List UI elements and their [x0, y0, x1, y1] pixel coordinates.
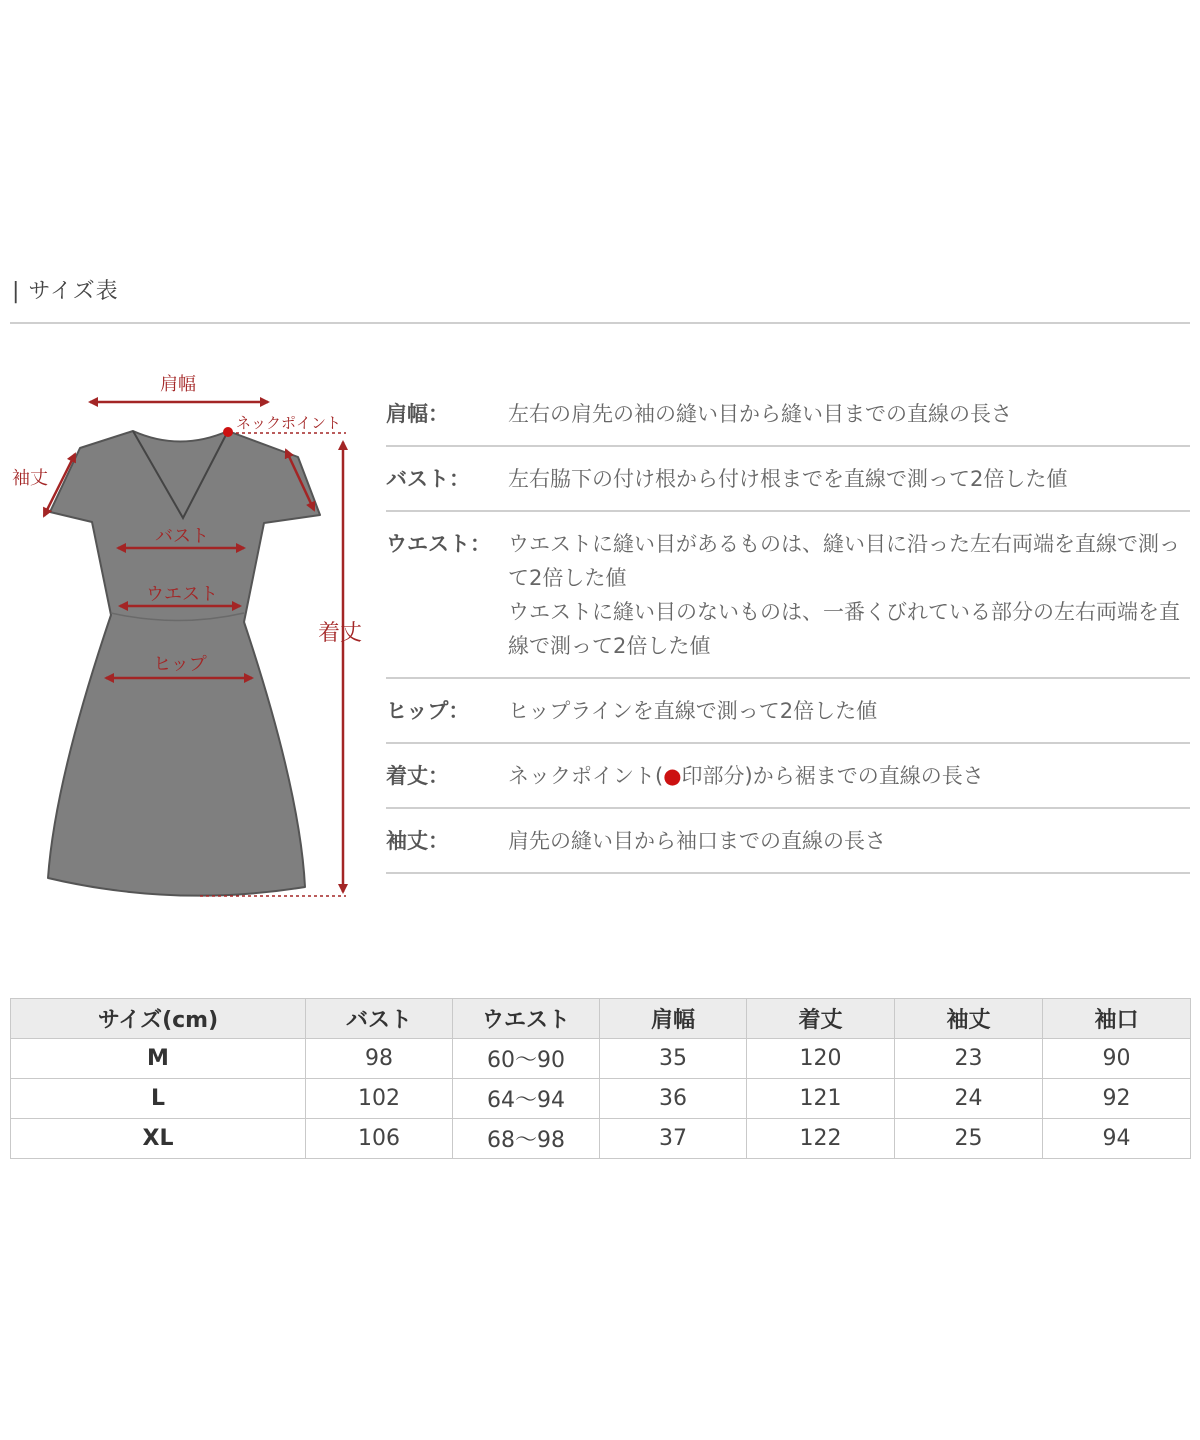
- section-title: | サイズ表: [12, 279, 119, 304]
- definition-hip: [386, 679, 1190, 744]
- column-header: 着丈: [747, 999, 895, 1039]
- table-row: [11, 1039, 1191, 1079]
- neck-point-label: ネックポイント: [236, 414, 342, 432]
- column-header: サイズ(cm): [11, 999, 306, 1039]
- table-cell: 92: [1043, 1079, 1191, 1119]
- definition-term: ウエスト：: [386, 532, 491, 556]
- definition-waist: [386, 512, 1190, 679]
- table-cell: 64〜94: [453, 1079, 600, 1119]
- table-cell: 121: [747, 1079, 895, 1119]
- definition-term: ヒップ：: [386, 699, 470, 723]
- table-cell: 37: [600, 1119, 747, 1159]
- table-cell: 94: [1043, 1119, 1191, 1159]
- table-cell: 60〜90: [453, 1039, 600, 1079]
- definition-desc: 左右の肩先の袖の縫い目から縫い目までの直線の長さ: [508, 402, 1012, 426]
- table-cell: 102: [306, 1079, 453, 1119]
- definition-bust: [386, 447, 1190, 512]
- neck-point-dot-icon: ●: [663, 764, 682, 788]
- section-divider: [10, 322, 1190, 324]
- table-cell: 36: [600, 1079, 747, 1119]
- table-cell: 122: [747, 1119, 895, 1159]
- column-header: ウエスト: [453, 999, 600, 1039]
- table-cell: 90: [1043, 1039, 1191, 1079]
- garment-diagram: [0, 360, 380, 920]
- size-table: [10, 998, 1191, 1159]
- definition-total-length: [386, 744, 1190, 809]
- size-name-cell: M: [11, 1039, 306, 1079]
- table-cell: 24: [895, 1079, 1043, 1119]
- definition-term: バスト：: [386, 467, 470, 491]
- definition-desc: [508, 759, 1190, 793]
- table-cell: 25: [895, 1119, 1043, 1159]
- definition-desc: 肩先の縫い目から袖口までの直線の長さ: [508, 829, 886, 853]
- sleeve-length-label: 袖丈: [12, 468, 48, 489]
- table-cell: 98: [306, 1039, 453, 1079]
- column-header: 肩幅: [600, 999, 747, 1039]
- dress-illustration: [0, 360, 380, 920]
- size-name-cell: L: [11, 1079, 306, 1119]
- table-cell: 68〜98: [453, 1119, 600, 1159]
- definition-shoulder: [386, 382, 1190, 447]
- waist-label: ウエスト: [146, 584, 218, 605]
- definition-desc: 左右脇下の付け根から付け根までを直線で測って2倍した値: [508, 467, 1068, 491]
- table-cell: 23: [895, 1039, 1043, 1079]
- column-header: 袖丈: [895, 999, 1043, 1039]
- definition-desc: ヒップラインを直線で測って2倍した値: [508, 699, 878, 723]
- column-header: バスト: [306, 999, 453, 1039]
- definition-desc-para: ウエストに縫い目のないものは、一番くびれている部分の左右両端を直線で測って2倍した値: [508, 600, 1180, 658]
- hip-label: ヒップ: [153, 654, 207, 675]
- neck-point-dot: [223, 427, 233, 437]
- definition-sleeve-length: [386, 809, 1190, 874]
- definition-term: 袖丈：: [386, 829, 449, 853]
- definition-term: 肩幅：: [386, 402, 449, 426]
- total-length-label: 着丈: [318, 621, 363, 646]
- definition-desc-part: ネックポイント(: [508, 764, 664, 788]
- table-row: [11, 1079, 1191, 1119]
- definition-desc-part: 印部分)から裾までの直線の長さ: [681, 764, 984, 788]
- shoulder-label: 肩幅: [160, 374, 196, 395]
- measurement-definitions: [386, 382, 1190, 874]
- size-name-cell: XL: [11, 1119, 306, 1159]
- definition-desc-para: ウエストに縫い目があるものは、縫い目に沿った左右両端を直線で測って2倍した値: [508, 532, 1180, 590]
- table-cell: 106: [306, 1119, 453, 1159]
- bust-label: バスト: [155, 526, 209, 547]
- table-cell: 35: [600, 1039, 747, 1079]
- table-header-row: [11, 999, 1191, 1039]
- column-header: 袖口: [1043, 999, 1191, 1039]
- definition-desc: [508, 527, 1190, 663]
- definition-term: 着丈：: [386, 764, 449, 788]
- table-cell: 120: [747, 1039, 895, 1079]
- table-row: [11, 1119, 1191, 1159]
